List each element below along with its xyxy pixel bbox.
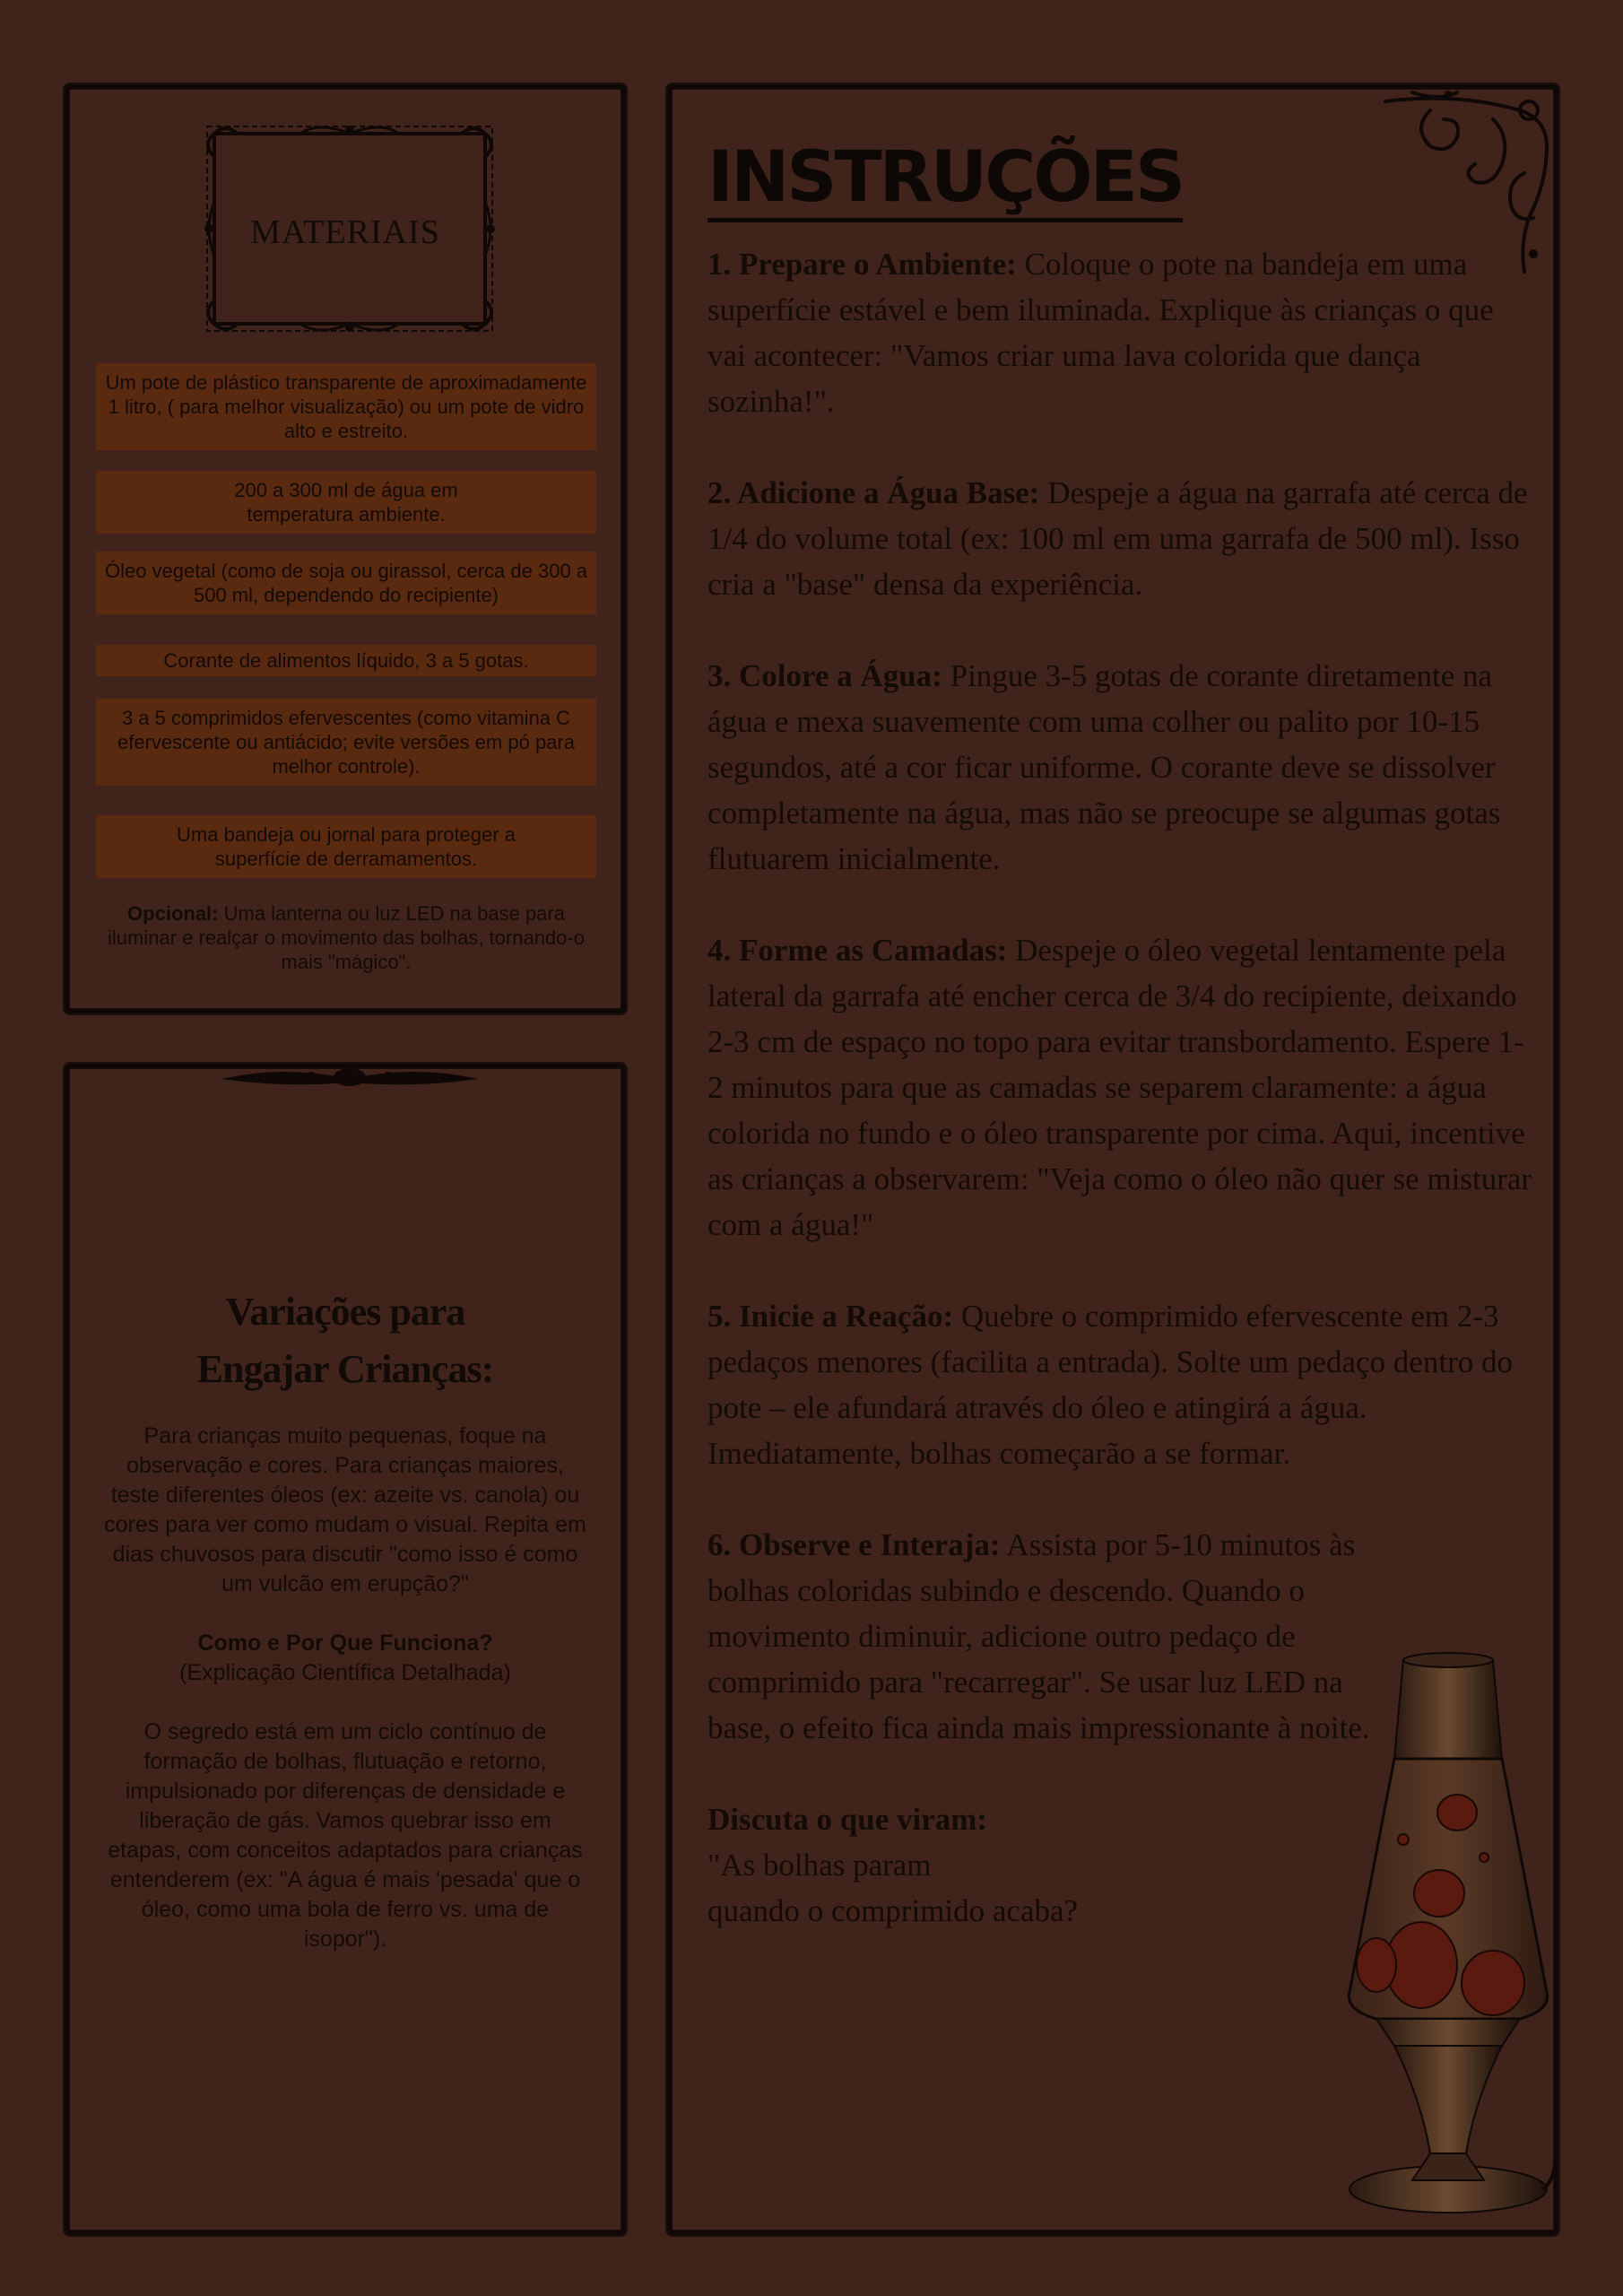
step-text: Despeje o óleo vegetal lentamente pela lateral da garrafa até encher cerca de 3/4 do recipiente, deixando 2-3 cm de espaço no topo para evitar transbordamento. Espere 1-2 minutos para que as camadas se separem claramente: a água colorida no fundo e o óleo transparente por cima. Aqui, incentive as crianças a observarem: "Veja como o óleo não quer se misturar com a água!" xyxy=(707,933,1532,1242)
material-item: 3 a 5 comprimidos efervescentes (como vitamina C efervescente ou antiácido; evite versões em pó para melhor controle). xyxy=(96,699,596,786)
step-text: Pingue 3-5 gotas de corante diretamente na água e mexa suavemente com uma colher ou palito por 10-15 segundos, até a cor ficar uniforme. O corante deve se dissolver completamente na água, mas não se preocupe se algumas gotas flutuarem inicialmente. xyxy=(707,658,1501,876)
how-subtitle: (Explicação Científica Detalhada) xyxy=(179,1660,511,1685)
step-4 xyxy=(707,927,1532,1248)
how-text: O segredo está em um ciclo contínuo de formação de bolhas, flutuação e retorno, impulsionado por diferenças de densidade e liberação de gás. Vamos quebrar isso em etapas, com conceitos adaptados para crianças entenderem (ex: "A água é mais 'pesada' que o óleo, como uma bola de ferro vs. uma de isopor"). xyxy=(108,1719,583,1952)
step-5 xyxy=(707,1293,1532,1476)
step-1 xyxy=(707,241,1532,424)
optional-text: Uma lanterna ou luz LED na base para iluminar e realçar o movimento das bolhas, tornando-o mais "mágico". xyxy=(108,902,585,973)
variations-body xyxy=(100,1422,591,1954)
materials-panel xyxy=(65,84,626,1013)
material-item: Corante de alimentos líquido, 3 a 5 gotas. xyxy=(96,645,596,676)
lava-lamp-illustration xyxy=(1341,1651,1556,2225)
material-item: 200 a 300 ml de água em temperatura ambiente. xyxy=(96,471,596,534)
variations-title: Variações para Engajar Crianças: xyxy=(196,1290,494,1391)
step-label: 2. Adicione a Água Base: xyxy=(707,475,1040,510)
optional-label: Opcional: xyxy=(127,902,219,925)
step-label: 1. Prepare o Ambiente: xyxy=(707,247,1017,282)
discuss-line-2: quando o comprimido acaba? xyxy=(707,1893,1079,1928)
step-text: Despeje a água na garrafa até cerca de 1/4 do volume total (ex: 100 ml em uma garrafa de 500 ml). Isso cria a "base" densa da experiência. xyxy=(707,475,1528,602)
step-text: Quebre o comprimido efervescente em 2-3 pedaços menores (facilita a entrada). Solte um pedaço dentro do pote – ele afundará através do óleo e atingirá a água. Imediatamente, bolhas começarão a se formar. xyxy=(707,1299,1513,1471)
instructions-title: INSTRUÇÕES xyxy=(707,137,1183,222)
step-3 xyxy=(707,653,1532,882)
materials-title: MATERIAIS xyxy=(250,213,440,251)
material-item: Um pote de plástico transparente de aproximadamente 1 litro, ( para melhor visualização) ou um pote de vidro alto e estreito. xyxy=(96,363,596,450)
instructions-panel xyxy=(667,84,1558,2235)
material-item: Óleo vegetal (como de soja ou girassol, cerca de 300 a 500 ml, dependendo do recipiente) xyxy=(96,552,596,614)
variations-intro: Para crianças muito pequenas, foque na observação e cores. Para crianças maiores, teste diferentes óleos (ex: azeite vs. canola) ou cores para ver como mudam o visual. Repita em dias chuvosos para discutir "como isso é como um vulcão em erupção?" xyxy=(104,1423,586,1596)
how-title: Como e Por Que Funciona? xyxy=(197,1631,493,1656)
step-label: 6. Observe e Interaja: xyxy=(707,1527,1001,1562)
discuss-label: Discuta o que viram: xyxy=(707,1802,988,1837)
step-text: Assista por 5-10 minutos às bolhas coloridas subindo e descendo. Quando o movimento diminuir, adicione outro pedaço de comprimido para "recarregar". Se usar luz LED na base, o efeito fica ainda mais impressionante à noite. xyxy=(707,1527,1370,1745)
step-2 xyxy=(707,470,1532,607)
ornament-divider-icon xyxy=(221,1059,478,1095)
step-label: 4. Forme as Camadas: xyxy=(707,933,1008,968)
step-6 xyxy=(707,1522,1389,1751)
variations-panel xyxy=(65,1064,626,2235)
discuss-line-1: "As bolhas param xyxy=(707,1848,932,1883)
optional-note xyxy=(92,901,600,974)
step-label: 3. Colore a Água: xyxy=(707,658,942,693)
material-item: Uma bandeja ou jornal para proteger a superfície de derramamentos. xyxy=(96,815,596,878)
step-label: 5. Inicie a Reação: xyxy=(707,1299,954,1334)
step-text: Coloque o pote na bandeja em uma superfície estável e bem iluminada. Explique às crianças o que vai acontecer: "Vamos criar uma lava colorida que dança sozinha!". xyxy=(707,247,1494,419)
